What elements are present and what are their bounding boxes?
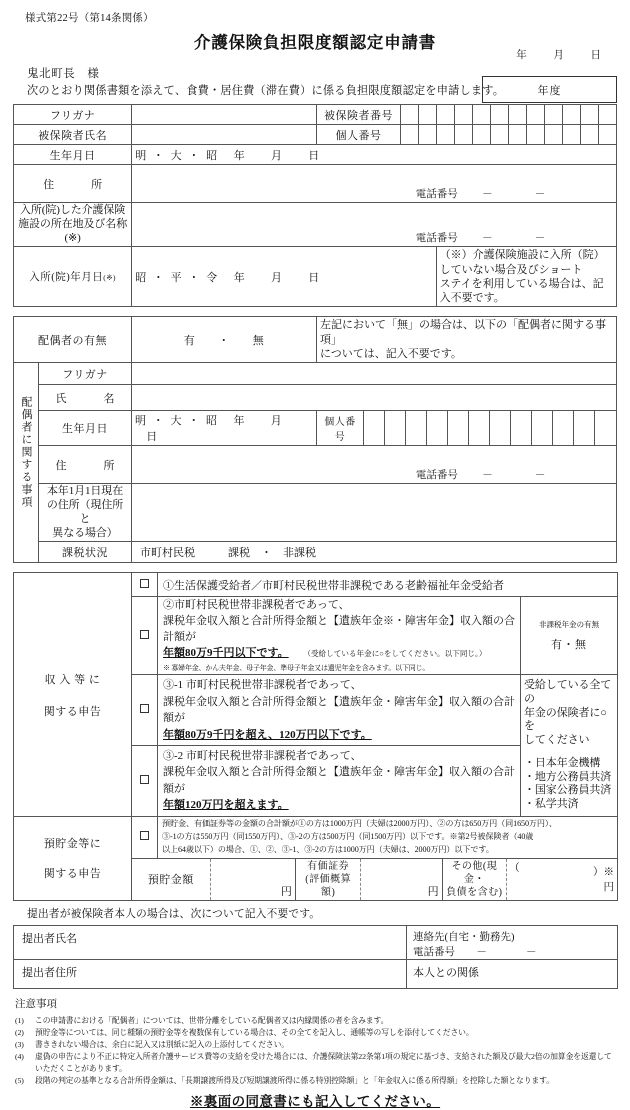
income-option-3-1-checkbox-cell[interactable] bbox=[132, 675, 158, 746]
spouse-personal-number-label: 個人番号 bbox=[317, 411, 364, 446]
table-row-name bbox=[14, 125, 617, 145]
spouse-personal-cell-9[interactable] bbox=[532, 411, 553, 446]
insured-personal-cell-9[interactable] bbox=[544, 125, 562, 145]
insured-person-table bbox=[13, 104, 617, 307]
table-row-submitter-name bbox=[14, 925, 618, 959]
spouse-table bbox=[13, 316, 617, 563]
spouse-section-vertical-label: 配偶者に関する事項 bbox=[20, 396, 32, 509]
table-row-submitter-address bbox=[14, 959, 618, 988]
savings-text-line-1: 預貯金、有価証券等の金額の合計額が①の方は1000万円（夫婦は2000万円）、②の方は650万円（同1650万円）、 bbox=[162, 819, 557, 829]
insured-number-cell-6[interactable] bbox=[490, 105, 508, 125]
savings-amount-table bbox=[132, 859, 617, 900]
insured-birthdate-label: 生年月日 bbox=[14, 145, 132, 165]
income-option-3-2-line-1: ③-2 市町村民税世帯非課税者であって、 bbox=[163, 749, 362, 762]
table-row-has-spouse bbox=[14, 317, 617, 363]
insurer-instruction-line-1: 受給している全ての bbox=[524, 679, 612, 705]
income-option-3-2-amount: 年額120万円を超えます。 bbox=[163, 799, 289, 812]
spouse-tel-dash-2: － bbox=[534, 470, 546, 482]
note-index: (3) bbox=[15, 1040, 24, 1050]
insured-number-cell-5[interactable] bbox=[472, 105, 490, 125]
income-option-2-line-1: ②市町村民税世帯非課税者であって、 bbox=[163, 599, 350, 612]
note-text: 段階の判定の基準となる合計所得金額は、「長期譲渡所得及び短期譲渡所得に係る特別控除額」と「年金収入に係る所得額」を控除した額となります。 bbox=[35, 1076, 554, 1086]
insured-number-cell-4[interactable] bbox=[454, 105, 472, 125]
income-option-3-1-amount: 年額80万9千円を超え、120万円以下です。 bbox=[163, 728, 372, 741]
insurer-option-2[interactable]: ・地方公務員共済 bbox=[524, 770, 612, 783]
facility-tel-dash-1: － bbox=[482, 233, 493, 245]
table-row-tax-status bbox=[14, 542, 617, 563]
form-code: 様式第22号（第14条関係） bbox=[25, 13, 154, 24]
insured-tel-line[interactable] bbox=[135, 186, 613, 201]
insured-personal-cell-7[interactable] bbox=[508, 125, 526, 145]
spouse-personal-cell-5[interactable] bbox=[448, 411, 469, 446]
insured-facility-label bbox=[14, 203, 132, 247]
income-row-label-line-2: 関する申告 bbox=[43, 705, 102, 718]
note-index: (4) bbox=[15, 1052, 24, 1062]
spouse-address-input[interactable] bbox=[132, 446, 617, 484]
table-row-admission-date bbox=[14, 247, 617, 307]
insured-number-cell-8[interactable] bbox=[526, 105, 544, 125]
facility-tel-dash-2: － bbox=[534, 233, 546, 245]
savings-text-line-3: 以上64歳以下）の場合、①、②、③-1、③-2の方は1000万円（夫婦は、2000万円）以下です。 bbox=[162, 844, 494, 854]
other-assets-label-line-1: その他(現金・ bbox=[451, 860, 498, 885]
admission-date-label-text: 入所(院)年月日 bbox=[29, 272, 104, 284]
date-year-label: 年 bbox=[516, 50, 528, 61]
income-option-3-1-line-2: 課税年金収入額と合計所得金額と【遺族年金・障害年金】収入額の合計額が bbox=[163, 695, 515, 725]
spouse-birth-year-unit: 年 bbox=[233, 415, 245, 428]
back-page-notice-text: ※裏面の同意書にも記入してください。 bbox=[189, 1094, 441, 1110]
table-row-spouse-name bbox=[14, 385, 617, 411]
facility-label-line-3: (※) bbox=[64, 231, 81, 244]
insured-address-label: 住 所 bbox=[14, 165, 132, 203]
spouse-personal-cell-2[interactable] bbox=[385, 411, 406, 446]
spouse-personal-cell-8[interactable] bbox=[511, 411, 532, 446]
spouse-section-vertical-wrap bbox=[14, 388, 38, 518]
income-option-3-2-checkbox-cell[interactable] bbox=[132, 746, 158, 817]
insured-number-cell-3[interactable] bbox=[436, 105, 454, 125]
income-option-1-checkbox[interactable] bbox=[140, 579, 149, 588]
spouse-address-label: 住 所 bbox=[39, 446, 132, 484]
spouse-personal-cell-12[interactable] bbox=[595, 411, 617, 446]
facility-tel-line[interactable] bbox=[135, 230, 613, 245]
insured-birth-era-options[interactable]: 明 ・ 大 ・ 昭 bbox=[135, 149, 220, 162]
other-assets-yen: 円 bbox=[603, 882, 614, 894]
securities-label bbox=[295, 859, 361, 900]
income-option-1-text: ①生活保護受給者／市町村民税世帯非課税である老齢福祉年金受給者 bbox=[158, 573, 618, 597]
submitter-contact-label: 連絡先(自宅・勤務先) bbox=[413, 931, 515, 943]
note-item bbox=[15, 1015, 617, 1027]
tax-status-value[interactable]: 市町村民税 課税 ・ 非課税 bbox=[132, 542, 617, 563]
submitter-name-cell[interactable] bbox=[14, 925, 407, 959]
note-item bbox=[15, 1039, 617, 1051]
spouse-name-label: 氏 名 bbox=[39, 385, 132, 411]
other-assets-label-line-2: 負債を含む) bbox=[446, 886, 503, 898]
insurer-instruction-line-3: してください bbox=[524, 734, 590, 747]
note-item bbox=[15, 1027, 617, 1039]
facility-label-line-2: 施設の所在地及び名称 bbox=[18, 217, 128, 230]
nontax-pension-label: 非課税年金の有無 bbox=[539, 619, 599, 629]
table-row-spouse-address bbox=[14, 446, 617, 484]
table-row-spouse-furigana bbox=[14, 363, 617, 385]
insured-personal-cell-2[interactable] bbox=[418, 125, 436, 145]
insured-address-input[interactable] bbox=[132, 165, 617, 203]
savings-row-label-line-2: 関する申告 bbox=[43, 868, 102, 881]
admission-note-line-1: （※）介護保険施設に入所（院）していない場合及びショート bbox=[439, 249, 605, 276]
pension-insurer-cell[interactable] bbox=[521, 675, 618, 817]
insured-tel-label: 電話番号 bbox=[415, 189, 458, 200]
admission-note-line-2: ステイを利用している場合は、記入不要です。 bbox=[439, 277, 604, 305]
securities-amount-input[interactable] bbox=[361, 859, 442, 900]
savings-checkbox-cell[interactable] bbox=[132, 816, 158, 858]
spouse-birthdate-input[interactable] bbox=[132, 411, 317, 446]
other-assets-paren-open: （ bbox=[509, 862, 520, 874]
income-declaration-table bbox=[13, 572, 618, 901]
spouse-furigana-label: フリガナ bbox=[39, 363, 132, 385]
table-row-furigana bbox=[14, 105, 617, 125]
savings-row-label bbox=[14, 816, 132, 900]
spouse-furigana-input[interactable] bbox=[132, 363, 617, 385]
admission-date-input[interactable] bbox=[132, 247, 436, 307]
insured-personal-cell-12[interactable] bbox=[598, 125, 616, 145]
insured-birthdate-input[interactable] bbox=[132, 145, 617, 165]
spouse-vertical-label-filler bbox=[14, 542, 39, 563]
note-text: 預貯金等については、同じ種類の預貯金等を複数保有している場合は、その全てを記入し、通帳等の写しを添付してください。 bbox=[35, 1028, 474, 1037]
submitter-table bbox=[13, 925, 618, 989]
spouse-birthdate-label: 生年月日 bbox=[39, 411, 132, 446]
submitter-relationship-cell[interactable] bbox=[407, 959, 618, 988]
table-row-facility bbox=[14, 203, 617, 247]
note-index: (5) bbox=[15, 1076, 24, 1086]
table-row-jan1-address bbox=[14, 484, 617, 542]
tax-status-label: 課税状況 bbox=[39, 542, 132, 563]
has-spouse-note bbox=[317, 317, 617, 363]
insured-furigana-input[interactable] bbox=[132, 105, 317, 125]
income-option-3-1-text bbox=[158, 675, 521, 746]
income-option-2-checkbox[interactable] bbox=[140, 630, 149, 639]
table-row-spouse-birthdate bbox=[14, 411, 617, 446]
submitter-tel-line[interactable] bbox=[413, 944, 613, 959]
insured-birth-year-unit: 年 bbox=[233, 149, 246, 162]
income-option-2-amount: 年額80万9千円以下です。 bbox=[163, 647, 289, 660]
insurer-option-3[interactable]: ・国家公務員共済 bbox=[524, 784, 612, 797]
insured-tel-dash-2: － bbox=[534, 189, 546, 200]
insurer-instruction-line-2: 年金の保険者に○を bbox=[524, 706, 607, 733]
has-spouse-note-line-1: 左記において「無」の場合は、以下の「配偶者に関する事項」 bbox=[320, 319, 606, 346]
savings-checkbox[interactable] bbox=[140, 831, 149, 840]
jan1-address-label-line-2: の住所（現住所と bbox=[46, 499, 124, 525]
note-item bbox=[15, 1051, 617, 1075]
spouse-personal-cell-7[interactable] bbox=[490, 411, 511, 446]
insured-number-cell-1[interactable] bbox=[400, 105, 418, 125]
has-spouse-label: 配偶者の有無 bbox=[14, 317, 132, 363]
nontax-pension-cell[interactable] bbox=[521, 597, 618, 675]
savings-row-label-line-1: 預貯金等に bbox=[43, 838, 102, 851]
submission-date-line bbox=[505, 47, 613, 62]
date-day-label: 日 bbox=[590, 50, 602, 61]
admission-date-label bbox=[14, 247, 132, 307]
lead-text: 次のとおり関係書類を添えて、食費・居住費（滞在費）に係る負担限度額認定を申請します。 bbox=[27, 85, 505, 97]
submitter-contact-cell[interactable] bbox=[407, 925, 618, 959]
spouse-personal-cell-3[interactable] bbox=[406, 411, 427, 446]
admission-era-options[interactable]: 昭 ・ 平 ・ 令 bbox=[135, 271, 220, 284]
other-assets-label bbox=[442, 859, 507, 900]
date-month-label: 月 bbox=[553, 50, 565, 61]
table-row-birthdate bbox=[14, 145, 617, 165]
note-index: (1) bbox=[15, 1015, 24, 1025]
securities-label-line-1: 有価証券 bbox=[307, 860, 350, 872]
insured-number-cell-2[interactable] bbox=[418, 105, 436, 125]
insured-personal-cell-5[interactable] bbox=[472, 125, 490, 145]
has-spouse-options[interactable]: 有 ・ 無 bbox=[132, 317, 317, 363]
income-option-1-checkbox-cell[interactable] bbox=[132, 573, 158, 597]
income-option-3-2-line-2: 課税年金収入額と合計所得金額と【遺族年金・障害年金】収入額の合計額が bbox=[163, 766, 515, 795]
jan1-address-label-line-1: 本年1月1日現在 bbox=[46, 485, 124, 498]
income-option-3-2-checkbox[interactable] bbox=[140, 775, 149, 784]
submitter-tel-label: 電話番号 bbox=[413, 946, 455, 958]
admission-month-unit: 月 bbox=[270, 271, 283, 284]
income-row-label bbox=[14, 573, 132, 817]
spouse-personal-cell-10[interactable] bbox=[553, 411, 574, 446]
insured-tel-dash-1: － bbox=[482, 189, 493, 200]
spouse-name-input[interactable] bbox=[132, 385, 617, 411]
insured-personal-number-label: 個人番号 bbox=[317, 125, 400, 145]
insured-number-cell-11[interactable] bbox=[580, 105, 598, 125]
income-option-2-checkbox-cell[interactable] bbox=[132, 597, 158, 675]
insured-personal-cell-10[interactable] bbox=[562, 125, 580, 145]
submitter-tel-dash-2: － bbox=[526, 946, 537, 958]
note-text: この申請書における「配偶者」については、世帯分離をしている配偶者又は内縁関係の者を含みます。 bbox=[35, 1015, 389, 1025]
securities-amount-yen: 円 bbox=[427, 885, 439, 898]
spouse-tel-line[interactable] bbox=[135, 467, 613, 482]
savings-amount-group bbox=[132, 858, 618, 900]
facility-tel-label: 電話番号 bbox=[415, 233, 458, 245]
insured-personal-cell-11[interactable] bbox=[580, 125, 598, 145]
table-row-address bbox=[14, 165, 617, 203]
lead-row bbox=[13, 82, 617, 104]
submitter-intro-note: 提出者が被保険者本人の場合は、次について記入不要です。 bbox=[27, 907, 321, 920]
income-row-label-line-1: 収 入 等 に bbox=[44, 673, 101, 686]
income-option-3-1-checkbox[interactable] bbox=[140, 704, 149, 713]
notes-title: 注意事項 bbox=[15, 998, 57, 1010]
insurer-option-4[interactable]: ・私学共済 bbox=[524, 798, 579, 811]
income-option-2-footnote: ※ 寡婦年金、かん夫年金、母子年金、準母子年金又は遺児年金を含みます。以下同じ。 bbox=[163, 664, 430, 673]
admission-date-mark: (※) bbox=[103, 273, 116, 283]
income-option-2-line-3 bbox=[163, 646, 517, 662]
table-row-income-option-1 bbox=[14, 573, 618, 597]
admission-year-unit: 年 bbox=[233, 271, 246, 284]
spouse-personal-cell-11[interactable] bbox=[574, 411, 595, 446]
other-assets-input[interactable] bbox=[555, 859, 618, 900]
title-row bbox=[13, 25, 617, 61]
insured-birth-day-unit: 日 bbox=[308, 149, 320, 162]
note-text: 虚偽の申告により不正に特定入所者介護サービス費等の支給を受けた場合には、介護保険法第22条第1項の規定に基づき、支給された額及び最大2倍の加算金を返還していただくことがあります。 bbox=[35, 1052, 612, 1074]
insured-number-label: 被保険者番号 bbox=[317, 105, 400, 125]
insured-personal-cell-6[interactable] bbox=[490, 125, 508, 145]
insured-number-cell-10[interactable] bbox=[562, 105, 580, 125]
spacer-1 bbox=[13, 307, 617, 316]
spouse-birth-day-unit: 日 bbox=[146, 431, 158, 444]
insured-name-label: 被保険者氏名 bbox=[14, 125, 132, 145]
insured-birth-month-unit: 月 bbox=[270, 149, 283, 162]
securities-label-line-2: (評価概算額) bbox=[305, 873, 352, 898]
insured-furigana-label: フリガナ bbox=[14, 105, 132, 125]
fiscal-year-field[interactable] bbox=[482, 76, 617, 103]
note-index: (2) bbox=[15, 1028, 24, 1037]
facility-label-line-1: 入所(院)した介護保険 bbox=[19, 204, 126, 216]
spouse-birth-month-unit: 月 bbox=[270, 415, 283, 428]
insured-number-cell-7[interactable] bbox=[508, 105, 526, 125]
admission-note bbox=[436, 247, 616, 307]
submitter-relationship-label: 本人との関係 bbox=[413, 966, 479, 979]
page-title: 介護保険負担限度額認定申請書 bbox=[193, 33, 437, 52]
back-page-notice bbox=[13, 1090, 617, 1110]
addressee: 鬼北町長 bbox=[27, 68, 76, 80]
insured-name-input[interactable] bbox=[132, 125, 317, 145]
jan1-address-input[interactable] bbox=[132, 484, 617, 542]
spouse-section-vertical-label-cell bbox=[14, 363, 39, 542]
insurer-option-1[interactable]: ・日本年金機構 bbox=[524, 756, 601, 769]
note-item bbox=[15, 1075, 617, 1087]
spouse-tel-dash-1: － bbox=[482, 470, 493, 482]
jan1-address-label bbox=[39, 484, 132, 542]
savings-amount-input[interactable] bbox=[210, 859, 295, 900]
nontax-pension-options[interactable]: 有・無 bbox=[551, 638, 587, 651]
income-option-3-1-line-1: ③-1 市町村民税世帯非課税者であって、 bbox=[163, 679, 362, 692]
income-option-3-2-text bbox=[158, 746, 521, 817]
income-option-2-text bbox=[158, 597, 521, 675]
has-spouse-note-line-2: については、記入不要です。 bbox=[320, 348, 462, 361]
jan1-address-label-line-3: 異なる場合） bbox=[52, 526, 118, 539]
fiscal-year-label: 年度 bbox=[537, 84, 562, 97]
submitter-tel-dash-1: － bbox=[476, 946, 487, 958]
admission-day-unit: 日 bbox=[308, 271, 320, 284]
addressee-honorific: 様 bbox=[87, 68, 100, 80]
insured-number-cell-12[interactable] bbox=[598, 105, 616, 125]
spouse-personal-cell-6[interactable] bbox=[469, 411, 490, 446]
insured-number-cell-9[interactable] bbox=[544, 105, 562, 125]
spouse-tel-label: 電話番号 bbox=[415, 470, 458, 482]
note-text: 書ききれない場合は、余白に記入又は別紙に記入の上添付してください。 bbox=[35, 1040, 289, 1050]
income-option-2-line-2: 課税年金収入額と合計所得金額と【遺族年金※・障害年金】収入額の合計額が bbox=[163, 615, 515, 644]
savings-amount-row bbox=[132, 859, 617, 900]
insured-personal-cell-8[interactable] bbox=[526, 125, 544, 145]
insured-personal-cell-3[interactable] bbox=[436, 125, 454, 145]
savings-text-line-2: ③-1の方は550万円（同1550万円）、③-2の方は500万円（同1500万円）以下です。※第2号被保険者（40歳 bbox=[162, 831, 534, 841]
spacer-2 bbox=[13, 563, 617, 572]
spouse-personal-cell-1[interactable] bbox=[364, 411, 385, 446]
savings-amount-yen: 円 bbox=[280, 885, 292, 898]
table-row-savings-text bbox=[14, 816, 618, 858]
savings-amount-label: 預貯金額 bbox=[132, 859, 210, 900]
submitter-address-cell[interactable] bbox=[14, 959, 407, 988]
submitter-address-label: 提出者住所 bbox=[22, 966, 77, 979]
spouse-personal-cell-4[interactable] bbox=[427, 411, 448, 446]
other-assets-paren-close: ）※ bbox=[593, 867, 614, 879]
submitter-name-label: 提出者氏名 bbox=[22, 932, 77, 945]
insured-personal-cell-1[interactable] bbox=[400, 125, 418, 145]
notes-list bbox=[15, 1015, 617, 1087]
insured-facility-input[interactable] bbox=[132, 203, 617, 247]
savings-text bbox=[158, 816, 618, 858]
income-option-2-circle-note: （受給している年金に○をしてください。以下同じ。） bbox=[303, 649, 487, 659]
spouse-birth-era-options[interactable]: 明 ・ 大 ・ 昭 bbox=[135, 415, 219, 428]
insured-personal-cell-4[interactable] bbox=[454, 125, 472, 145]
